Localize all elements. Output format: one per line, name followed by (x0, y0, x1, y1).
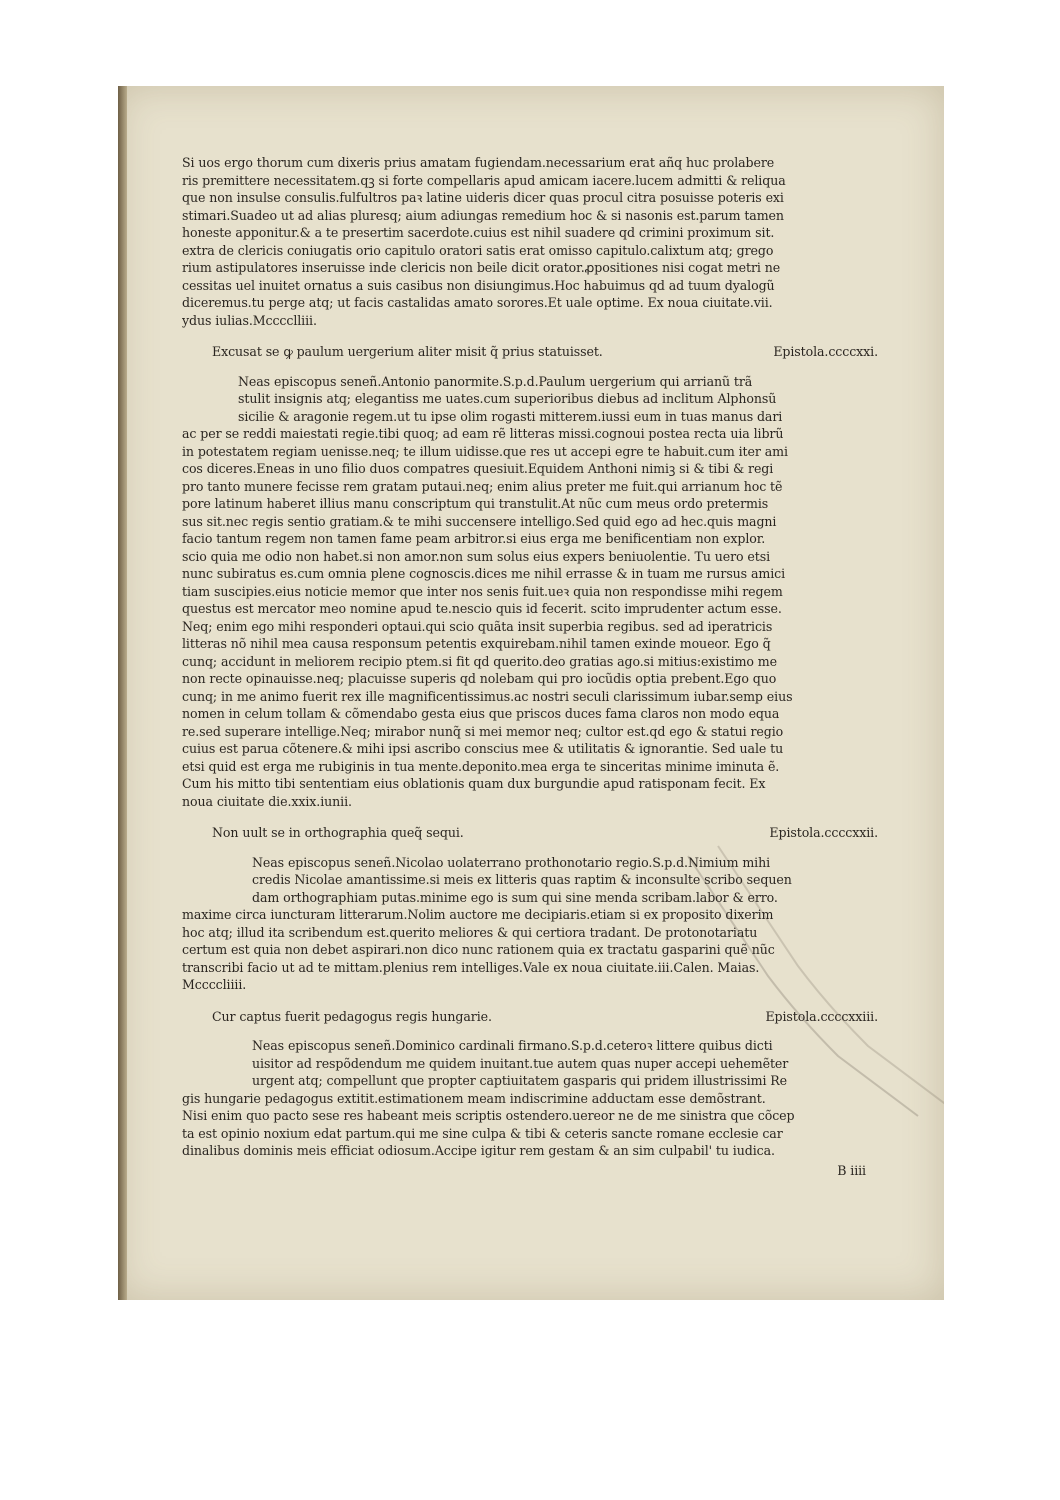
text-line: credis Nicolae amantissime.si meis ex litteris quas raptim & inconsulte scribo sequen (252, 872, 792, 887)
text-line: cessitas uel inuitet ornatus a suis casibus non disiungimus.Hoc habuimus qd ad tuum dyalogũ (182, 277, 775, 293)
text-line: noua ciuitate die.xxix.iunii. (182, 793, 352, 809)
text-line: cos diceres.Eneas in uno filio duos compatres quesiuit.Equidem Anthoni nimiꝫ si & tibi & regi (182, 461, 774, 476)
text-line: rium astipulatores inseruisse inde clericis non beile dicit orator.ꝓpositiones nisi cogat metri ne (182, 260, 781, 275)
text-line: cunq; in me animo fuerit rex ille magnificentissimus.ac nostri seculi clarissimum iubar.semp eius (182, 688, 793, 704)
text-line: diceremus.tu perge atq; ut facis castalidas amato sorores.Et uale optime. Ex noua ciuitate.vii. (182, 295, 773, 310)
text-line: questus est mercator meo nomine apud te.nescio quis id fecerit. scito imprudenter actum esse. (182, 601, 782, 616)
text-line: Neq; enim ego mihi responderi optaui.qui scio quãta insit superbia regibus. sed ad iperatricis (182, 618, 773, 634)
epistola-number: Epistola.ccccxxii. (769, 825, 878, 840)
text-line: nunc subiratus es.cum omnia plene cognoscis.dices me nihil errasse & in tuam me rursus amici (182, 566, 786, 581)
text-line: pro tanto munere fecisse rem gratam putaui.neq; enim alius preter me fuit.qui arrianum hoc tẽ (182, 478, 783, 494)
text-line: cuius est parua cõtenere.& mihi ipsi ascribo conscius mee & utilitatis & ignorantie. Sed uale tu (182, 741, 784, 756)
text-line: Neas episcopus seneñ.Dominico cardinali firmano.S.p.d.ceteroꝛ littere quibus dicti (252, 1038, 773, 1053)
letter-heading (182, 1008, 882, 1026)
text-line: gis hungarie pedagogus extitit.estimationem meam indiscrimine adductam esse demõstrant. (182, 1090, 766, 1106)
letter-title: Excusat se ꝙ paulum uergerium aliter misit q̃ prius statuisset. (212, 344, 603, 359)
text-line: litteras nõ nihil mea causa responsum petentis exquirebam.nihil tamen exinde moueor. Ego q̃ (182, 636, 771, 651)
text-line: Si uos ergo thorum cum dixeris prius amatam fugiendam.necessarium erat añq huc prolabere (182, 155, 775, 170)
text-line: dinalibus dominis meis efficiat odiosum.Accipe igitur rem gestam & an sim culpabil' tu iudica. (182, 1143, 775, 1158)
text-line: stulit insignis atq; elegantiss me uates.cum superioribus diebus ad inclitum Alphonsũ (238, 391, 777, 406)
text-line: uisitor ad respõdendum me quidem inuitant.tue autem quas nuper accepi uehemẽter (252, 1055, 789, 1071)
text-line: re.sed superare intellige.Neq; mirabor nunq̃ si mei memor neq; cultor est.qd ego & statui regio (182, 723, 784, 739)
epistola-number: Epistola.ccccxxiii. (765, 1008, 878, 1024)
text-line: ydus iulias.Mcccclliii. (182, 312, 317, 328)
text-line: ris premittere necessitatem.qꝫ si forte compellaris apud amicam iacere.lucem admitti & reliqua (182, 172, 786, 188)
text-line: sicilie & aragonie regem.ut tu ipse olim rogasti mitterem.iussi eum in tuas manus dari (238, 408, 783, 424)
text-line: etsi quid est erga me rubiginis in tua mente.deponito.mea erga te sinceritas minime iminuta ẽ. (182, 758, 780, 774)
text-line: sus sit.nec regis sentio gratiam.& te mihi succensere intelligo.Sed quid ego ad hec.quis magni (182, 513, 777, 529)
book-page (118, 86, 944, 1300)
text-line: in potestatem regiam uenisse.neq; te illum uidisse.que res ut accepi egre te habuit.cum iter ami (182, 443, 788, 459)
text-line: facio tantum regem non tamen fame peam arbitror.si eius erga me benificentiam non explor. (182, 531, 766, 546)
page-binding-edge (118, 86, 127, 1300)
letter-body (182, 373, 882, 811)
text-line: Neas episcopus seneñ.Antonio panormite.S.p.d.Paulum uergerium qui arrianũ trã (238, 373, 753, 389)
text-line: non recte opinauisse.neq; placuisse superis qd nolebam qui pro iocũdis optia prebent.Ego quo (182, 671, 777, 686)
text-line: que non insulse consulis.fulfultros paꝛ latine uideris dicer quas procul citra posuisse poteris exi (182, 190, 784, 205)
text-line: cunq; accidunt in meliorem recipio ptem.si fit qd querito.deo gratias ago.si mitius:existimo me (182, 653, 778, 669)
text-line: Nisi enim quo pacto sese res habeant meis scriptis ostendero.uereor ne de me sinistra que cõcep (182, 1108, 795, 1123)
letter-heading (182, 824, 882, 842)
text-line: ac per se reddi maiestati regie.tibi quoq; ad eam rẽ litteras missi.cognoui postea recta uia librũ (182, 426, 784, 441)
letter-heading (182, 343, 882, 361)
letter-title: Cur captus fuerit pedagogus regis hungarie. (212, 1008, 492, 1024)
epistola-number: Epistola.ccccxxi. (773, 344, 878, 359)
text-line: dam orthographiam putas.minime ego is sum qui sine menda scribam.labor & erro. (252, 889, 778, 905)
text-line: tiam suscipies.eius noticie memor que inter nos senis fuit.ueꝛ quia non respondisse mihi regem (182, 583, 783, 599)
text-line: pore latinum haberet illius manu conscriptum qui transtulit.At nũc cum meus ordo pretermis (182, 496, 769, 511)
letter-body (182, 1037, 882, 1160)
text-line: hoc atq; illud ita scribendum est.querito meliores & qui certiora tradant. De protonotariatu (182, 924, 758, 940)
text-line: transcribi facio ut ad te mittam.plenius rem intelliges.Vale ex noua ciuitate.iii.Calen. Maias. (182, 959, 760, 975)
text-line: stimari.Suadeo ut ad alias pluresq; aium adiungas remedium hoc & si nasonis est.parum tamen (182, 207, 784, 223)
letter-continuation (182, 154, 882, 329)
text-line: urgent atq; compellunt que propter captiuitatem gasparis qui pridem illustrissimi Re (252, 1073, 788, 1088)
text-line: nomen in celum tollam & cõmendabo gesta eius que priscos duces fama claros non modo equa (182, 706, 780, 721)
text-line: Mccccliiii. (182, 977, 247, 992)
text-line: Neas episcopus seneñ.Nicolao uolaterrano prothonotario regio.S.p.d.Nimium mihi (252, 854, 771, 870)
quire-signature: B iiii (837, 1162, 866, 1178)
text-line: extra de clericis coniugatis orio capitulo oratori satis erat omisso capitulo.calixtum atq; grego (182, 242, 774, 258)
letter-title: Non uult se in orthographia queq̃ sequi. (212, 825, 464, 840)
text-line: ta est opinio noxium edat partum.qui me sine culpa & tibi & ceteris sancte romane ecclesie car (182, 1125, 783, 1141)
letter-body (182, 854, 882, 994)
page-text-block (182, 154, 882, 1179)
text-line: honeste apponitur.& a te presertim sacerdote.cuius est nihil suadere qd crimini proximum sit. (182, 225, 775, 240)
text-line: maxime circa iuncturam litterarum.Nolim auctore me decipiaris.etiam si ex proposito dixerim (182, 907, 774, 922)
text-line: Cum his mitto tibi sententiam eius oblationis quam dux burgundie apud ratisponam fecit. Ex (182, 776, 766, 791)
text-line: scio quia me odio non habet.si non amor.non sum solus eius expers beniuolentie. Tu uero etsi (182, 548, 771, 564)
text-line: certum est quia non debet aspirari.non dico nunc rationem quia ex tractatu gasparini quẽ nũc (182, 942, 775, 957)
